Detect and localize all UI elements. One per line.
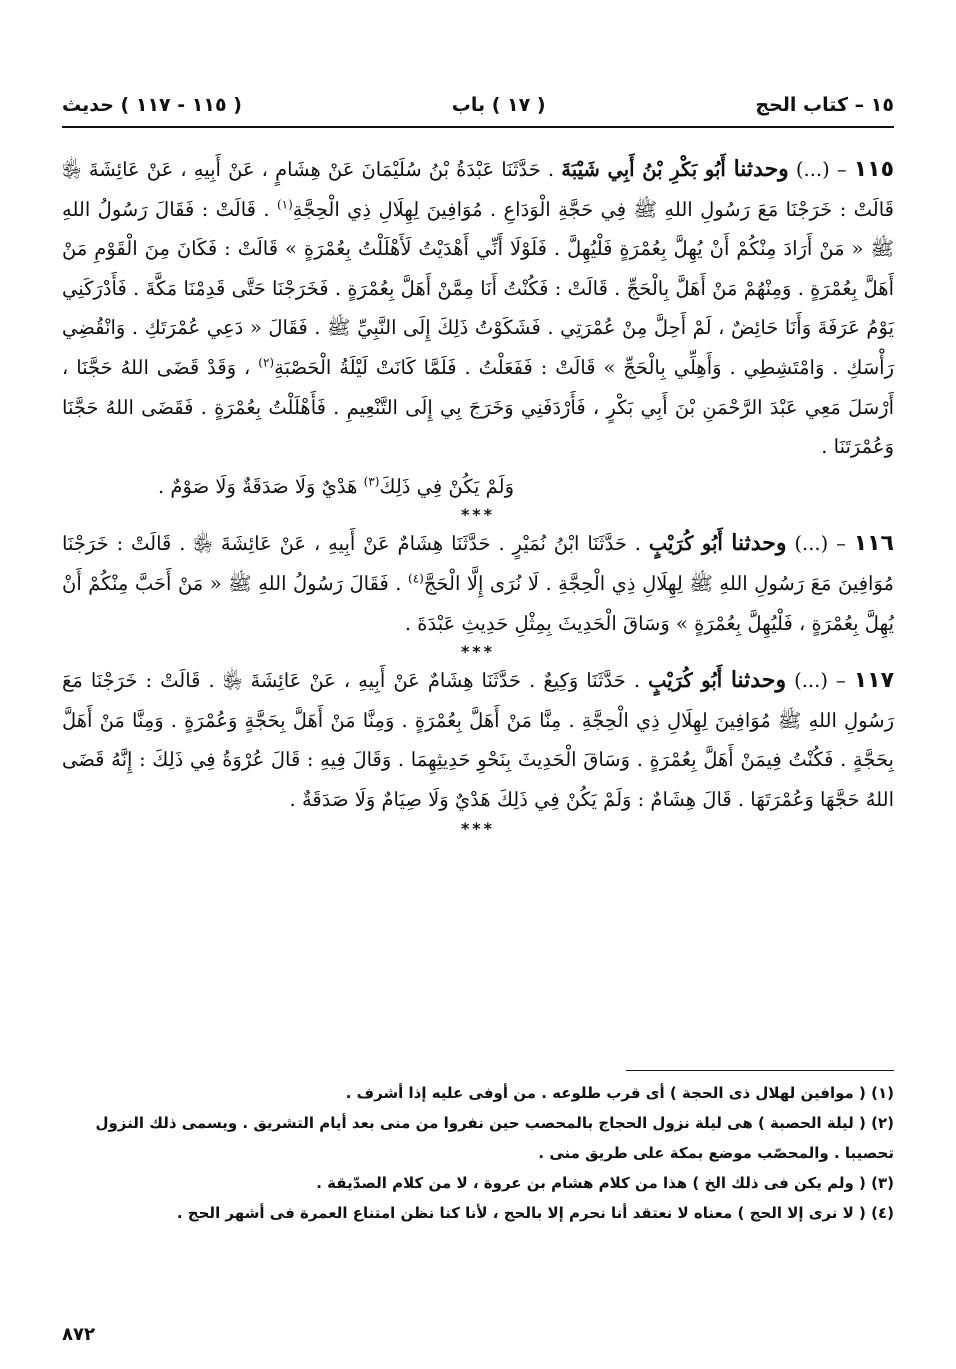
footnote-ref: (٤) bbox=[408, 571, 424, 586]
hadith-text: . حَدَّثَنَا عَبْدَةُ بْنُ سُلَيْمَانَ عَنْ هِشَامٍ ، عَنْ أَبِيهِ ، عَنْ عَائِشَةَ ﵂ قَالَتْ : خَرَجْنَا مَعَ رَسُولِ اللهِ ﷺ فِي حَجَّةِ الْوَدَاعِ . مُوَافِينَ لِهِلَالِ ذِي الْحِجَّةِ bbox=[62, 158, 895, 221]
isnad-mark: وحدثنا bbox=[730, 667, 787, 694]
chapter-title: ( ١٧ ) باب bbox=[451, 94, 546, 116]
hadith-text: . حَدَّثَنَا ابْنُ نُمَيْرٍ . حَدَّثَنَا هِشَامٌ عَنْ أَبِيهِ ، عَنْ عَائِشَةَ ﵂ . قَالَتْ : خَرَجْنَا مُوَافِينَ مَعَ رَسُولِ اللهِ ﷺ لِهِلَالِ ذِي الْحِجَّةِ . لَا نُرَى إِلَّا الْحَجَّ bbox=[62, 532, 894, 595]
narrator-name: أَبُو بَكْرِ بْنُ أَبِي شَيْبَةَ bbox=[561, 158, 734, 181]
hadith-lead: – (...) bbox=[786, 532, 854, 556]
footnote-ref: (١) bbox=[276, 197, 293, 212]
hadith-text: . فَقَالَ رَسُولُ اللهِ ﷺ « مَنْ أَحَبَّ مِنْكُمْ أَنْ يُهِلَّ بِعُمْرَةٍ ، فَلْيُهِلَّ بِعُمْرَةٍ » وَسَاقَ الْحَدِيثَ بِمِثْلِ حَدِيثِ عَبْدَةَ . bbox=[62, 571, 894, 635]
isnad-mark: وحدثنا bbox=[733, 156, 789, 182]
page-number: ٨٧٢ bbox=[62, 1324, 95, 1345]
hadith-body bbox=[62, 150, 894, 838]
hadith-lead: – (...) bbox=[788, 158, 854, 181]
hadith-115 bbox=[62, 150, 894, 506]
isnad-mark: وحدثنا bbox=[731, 530, 787, 557]
hadith-number: ١١٧ bbox=[853, 668, 895, 694]
hadith-text: ، وَقَدْ قَضَى اللهُ حَجَّنَا ، أَرْسَلَ مَعِي عَبْدَ الرَّحْمَنِ بْنَ أَبِي بَكْرٍ ، فَأَرْدَفَنِي وَخَرَجَ بِي إِلَى التَّنْعِيمِ . فَأَهْلَلْتُ بِعُمْرَةٍ . فَقَضَى اللهُ حَجَّنَا وَعُمْرَتَنَا . bbox=[62, 355, 894, 459]
header-rule bbox=[62, 126, 894, 128]
footnote-1: (١) ( موافين لهلال ذى الحجة ) أى قرب طلوعه . من أوفى عليه إذا أشرف . bbox=[345, 1084, 894, 1102]
narrator-name: أَبُو كُرَيْبٍ bbox=[648, 532, 732, 556]
book-page bbox=[62, 86, 894, 1346]
hadith-paragraph bbox=[62, 150, 894, 467]
section-separator: *** bbox=[460, 642, 496, 662]
footnote-2: (٢) ( ليلة الحصبة ) هى ليلة نزول الحجاج بالمحصب حين نفروا من منى بعد أيام التشريق . ويسمى ذلك النزول تحصيبا . والمحصّب موضع بمكة على طريق منى . bbox=[95, 1114, 894, 1162]
footnotes bbox=[62, 1078, 894, 1228]
hadith-text: . حَدَّثَنَا وَكِيعٌ . حَدَّثَنَا هِشَامٌ عَنْ أَبِيهِ ، عَنْ عَائِشَةَ ﵂ . قَالَتْ : خَرَجْنَا مَعَ رَسُولِ اللهِ ﷺ مُوَافِينَ لِهِلَالِ ذِي الْحِجَّةِ . مِنَّا مَنْ أَهَلَّ بِعُمْرَةٍ . وَمِنَّا مَنْ أَهَلَّ بِحَجَّةٍ وَعُمْرَةٍ . وَمِنَّا مَنْ أَهَلَّ بِحَجَّةٍ . فَكُنْتُ فِيمَنْ أَهَلَّ بِعُمْرَةٍ . وَسَاقَ الْحَدِيثَ بِنَحْوِ حَدِيثِهِمَا . وَقَالَ فِيهِ : قَالَ عُرْوَةُ فِي ذَلِكَ : إِنَّهُ قَضَى اللهُ حَجَّهَا وَعُمْرَتَهَا . قَالَ هِشَامٌ : وَلَمْ يَكُنْ فِي ذَلِكَ هَدْيٌ وَلَا صِيَامٌ وَلَا صَدَقَةٌ . bbox=[62, 669, 894, 811]
footnote-3: (٣) ( ولم يكن فى ذلك الخ ) هذا من كلام هشام بن عروة ، لا من كلام الصدّيقة . bbox=[316, 1174, 894, 1192]
hadith-extra-text: هَدْيٌ وَلَا صَدَقَةٌ وَلَا صَوْمٌ . bbox=[158, 474, 364, 498]
footnote-ref: (٢) bbox=[258, 355, 275, 370]
footnote-4: (٤) ( لا نرى إلا الحج ) معناه لا نعتقد أنا نحرم إلا بالحج ، لأنا كنا نظن امتناع العمرة فى أشهر الحج . bbox=[176, 1204, 894, 1222]
hadith-number: ١١٦ bbox=[853, 531, 894, 557]
hadith-range: ( ١١٥ - ١١٧ ) حديث bbox=[62, 94, 242, 116]
hadith-number: ١١٥ bbox=[853, 157, 895, 182]
hadith-lead: – (...) bbox=[786, 669, 854, 693]
section-separator: *** bbox=[460, 818, 496, 838]
section-separator: *** bbox=[460, 505, 496, 525]
hadith-116 bbox=[62, 524, 894, 643]
hadith-extra-line bbox=[62, 467, 894, 507]
footnote-rule bbox=[626, 1070, 894, 1071]
hadith-117 bbox=[62, 661, 894, 819]
running-header bbox=[62, 86, 894, 124]
narrator-name: أَبُو كُرَيْبٍ bbox=[648, 669, 731, 693]
hadith-text: . قَالَتْ : فَقَالَ رَسُولُ اللهِ ﷺ « مَنْ أَرَادَ مِنْكُمْ أَنْ يُهِلَّ بِعُمْرَةٍ فَلْيُهِلَّ . فَلَوْلَا أَنِّي أَهْدَيْتُ لَأَهْلَلْتُ بِعُمْرَةٍ » قَالَتْ : فَكَانَ مِنَ الْقَوْمِ مَنْ أَهَلَّ بِعُمْرَةٍ . وَمِنْهُمْ مَنْ أَهَلَّ بِالْحَجِّ . قَالَتْ : فَكُنْتُ أَنَا مِمَّنْ أَهَلَّ بِعُمْرَةٍ . فَخَرَجْنَا حَتَّى قَدِمْنَا مَكَّةَ . فَأَدْرَكَنِي يَوْمُ عَرَفَةَ وَأَنَا حَائِضٌ ، لَمْ أَحِلَّ مِنْ عُمْرَتِي . فَشَكَوْتُ ذَلِكَ إِلَى النَّبِيِّ ﷺ . فَقَالَ « دَعِي عُمْرَتَكِ . وَانْقُضِي رَأْسَكِ . وَامْتَشِطِي . وَأَهِلِّي بِالْحَجِّ » قَالَتْ : فَفَعَلْتُ . فَلَمَّا كَانَتْ لَيْلَةُ الْحَصْبَةِ bbox=[62, 197, 895, 379]
hadith-paragraph bbox=[62, 524, 894, 643]
hadith-paragraph bbox=[62, 661, 894, 819]
footnote-ref: (٣) bbox=[363, 474, 380, 489]
hadith-extra-text: وَلَمْ يَكُنْ فِي ذَلِكَ bbox=[379, 474, 514, 498]
book-title: ١٥ – كتاب الحج bbox=[755, 94, 894, 116]
